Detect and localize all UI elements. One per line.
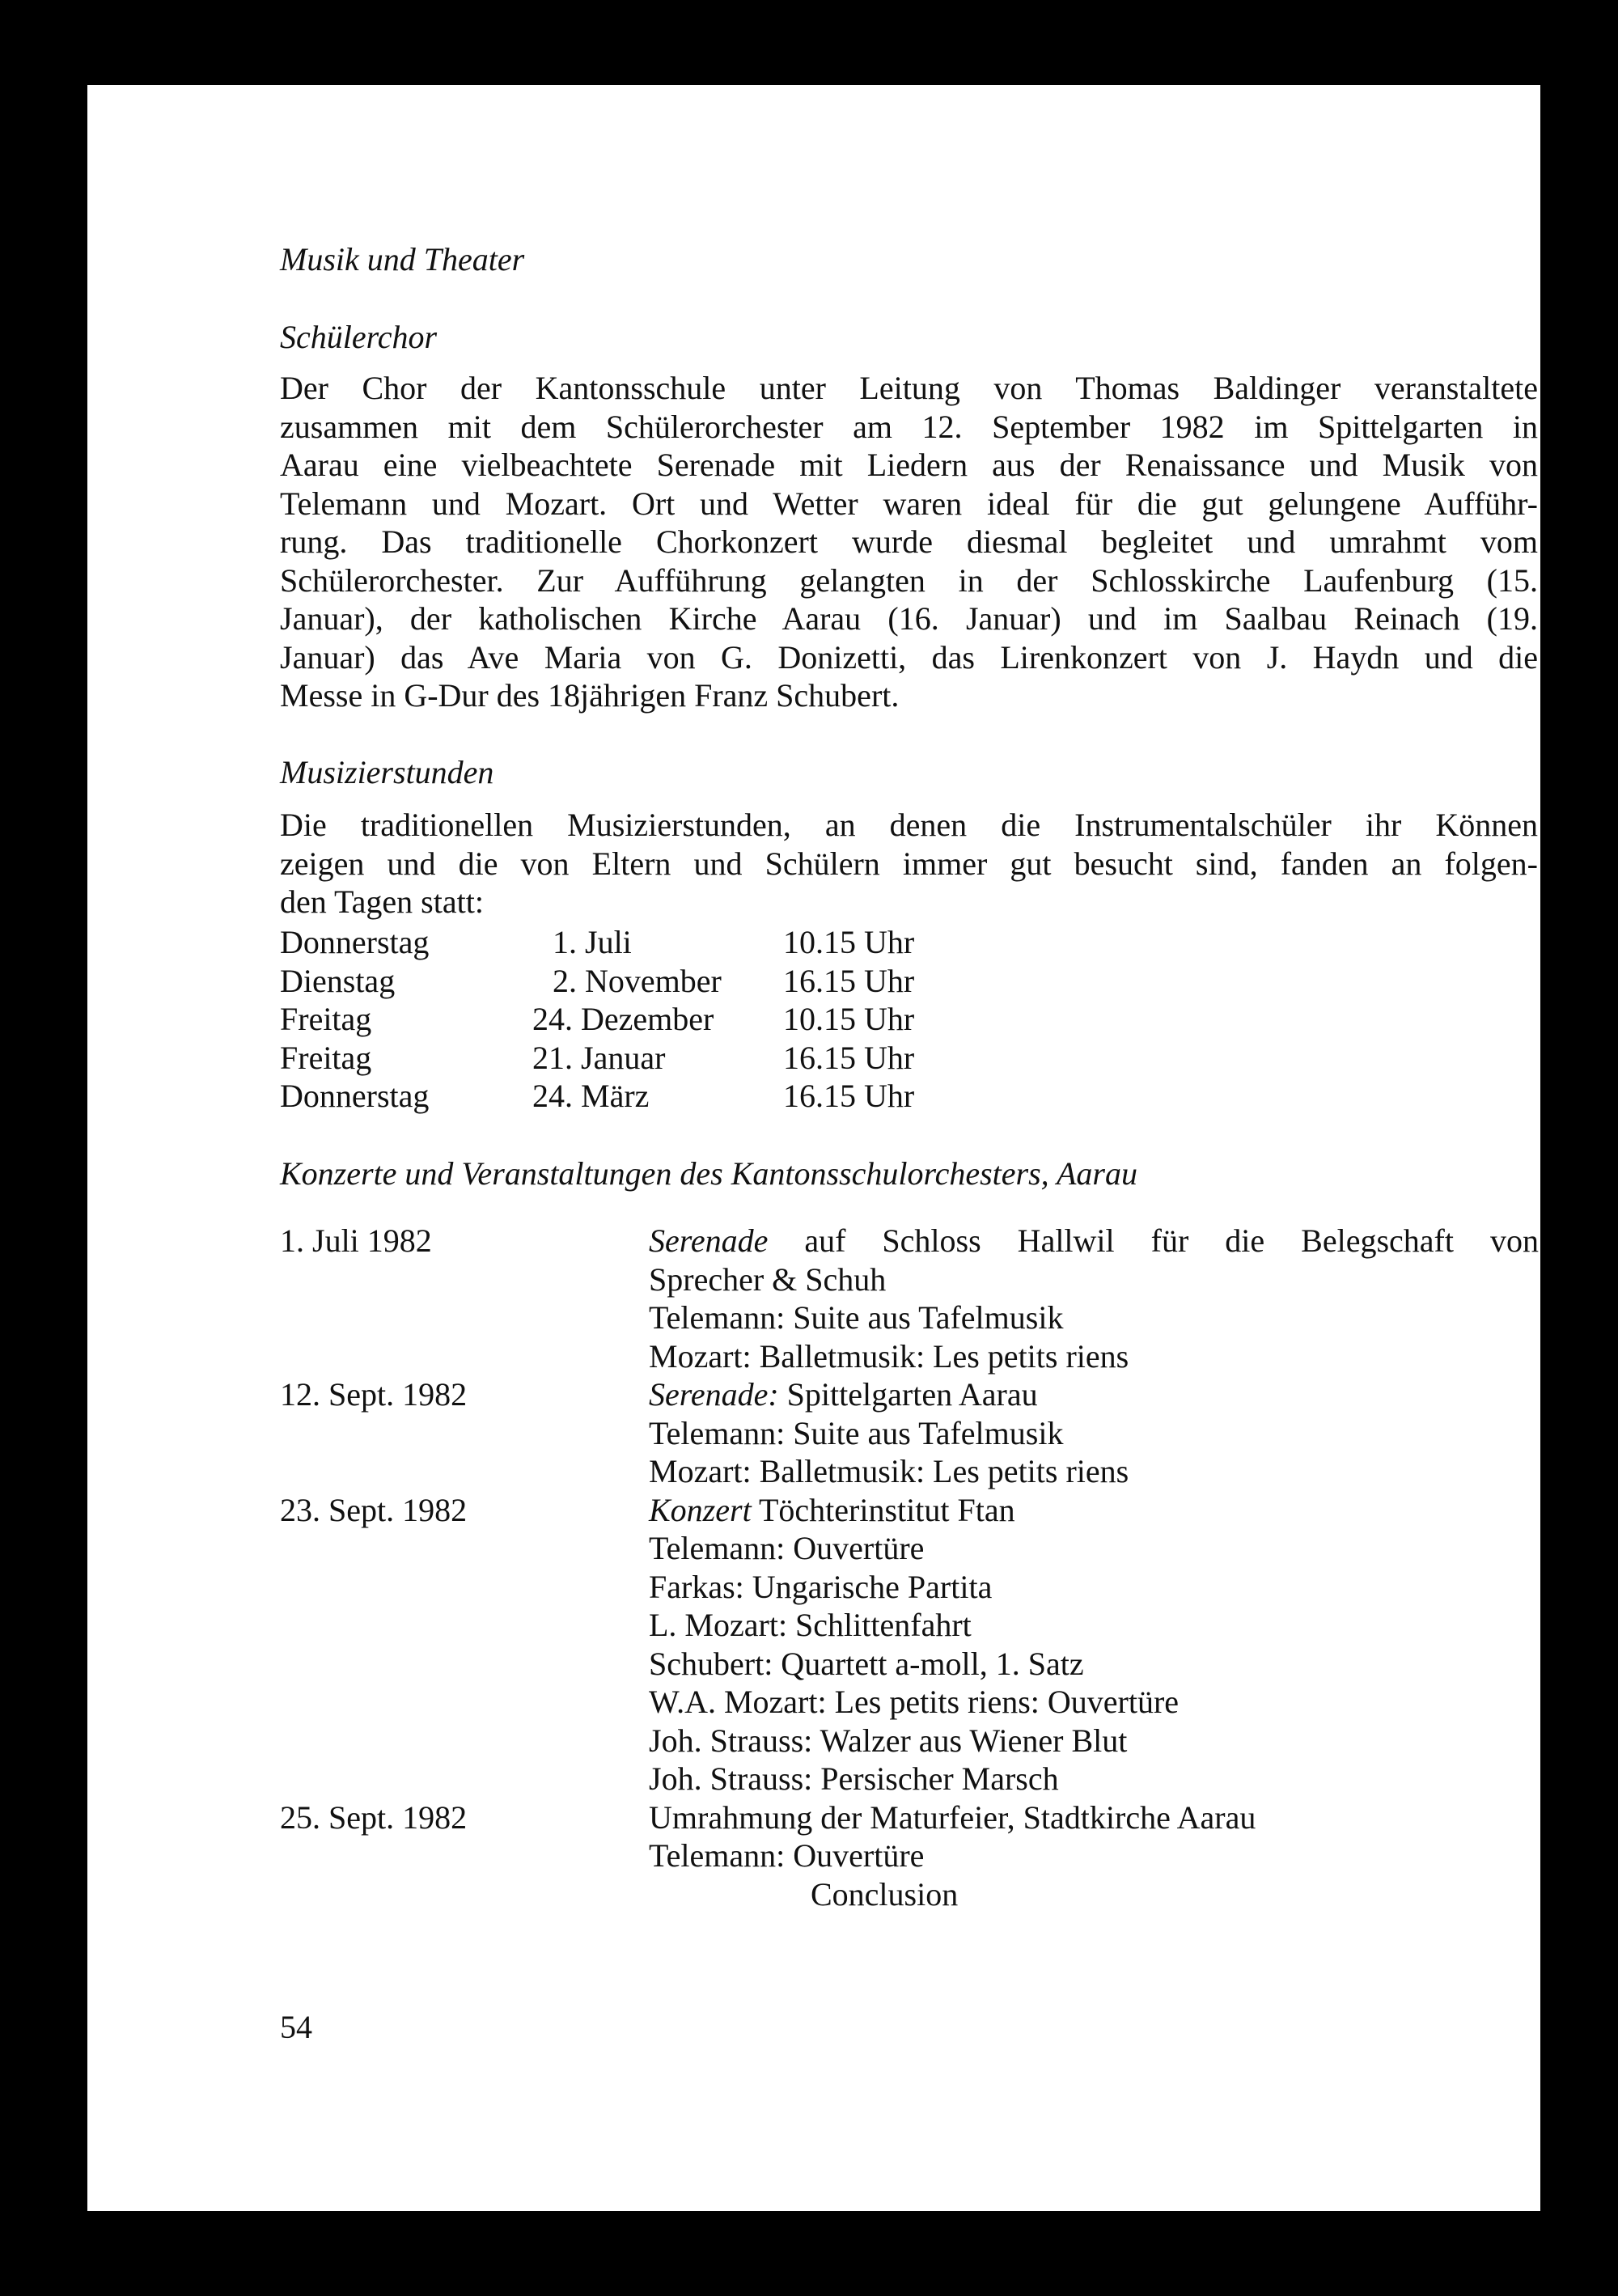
page-number: 54 bbox=[280, 2009, 312, 2045]
paragraph-line: Aarau eine vielbeachtete Serenade mit Liedern aus der Renaissance und Musik von bbox=[280, 447, 1538, 483]
choir-paragraph bbox=[280, 369, 1538, 715]
schedule-row bbox=[280, 923, 1170, 962]
event-line: Telemann: Ouvertüre bbox=[649, 1530, 925, 1566]
schedule-row bbox=[280, 962, 1170, 1001]
schedule-table bbox=[280, 923, 1170, 1116]
schedule-day: Donnerstag bbox=[280, 924, 430, 960]
event-line: Joh. Strauss: Persischer Marsch bbox=[649, 1760, 1059, 1797]
event-title: Konzert bbox=[649, 1491, 752, 1528]
event-line: Joh. Strauss: Walzer aus Wiener Blut bbox=[649, 1722, 1128, 1759]
music-hours-paragraph bbox=[280, 806, 1538, 921]
event-title-rest: auf Schloss Hallwil für die Belegschaft von bbox=[768, 1222, 1539, 1259]
music-hours-heading: Musizierstunden bbox=[280, 754, 494, 790]
paragraph-line: Der Chor der Kantonsschule unter Leitung von Thomas Baldinger veranstaltete bbox=[280, 370, 1538, 406]
event-title-rest: Töchterinstitut Ftan bbox=[751, 1491, 1015, 1528]
paragraph-line: den Tagen statt: bbox=[280, 883, 484, 920]
schedule-time: 16.15 Uhr bbox=[783, 962, 915, 999]
paragraph-line: Januar) das Ave Maria von G. Donizetti, das Lirenkonzert von J. Haydn und die bbox=[280, 638, 1538, 676]
event-title-rest: Umrahmung der Maturfeier, Stadtkirche Aarau bbox=[649, 1798, 1256, 1836]
schedule-time: 10.15 Uhr bbox=[783, 1001, 915, 1037]
paragraph-line: Telemann und Mozart. Ort und Wetter waren ideal für die gut gelungene Aufführ- bbox=[280, 485, 1538, 522]
paragraph-line: Januar), der katholischen Kirche Aarau (16. Januar) und im Saalbau Reinach (19. bbox=[280, 600, 1538, 637]
paragraph-line: rung. Das traditionelle Chorkonzert wurde diesmal begleitet und umrahmt vom bbox=[280, 523, 1538, 560]
schedule-date: 24. März bbox=[532, 1078, 650, 1114]
paragraph-line: zusammen mit dem Schülerorchester am 12. September 1982 im Spittelgarten in bbox=[280, 408, 1538, 445]
paragraph-line: Die traditionellen Musizierstunden, an denen die Instrumentalschüler ihr Können bbox=[280, 807, 1538, 843]
event-line: Telemann: Ouvertüre bbox=[649, 1837, 925, 1874]
concert-event bbox=[280, 1491, 1538, 1798]
event-line: W.A. Mozart: Les petits riens: Ouvertüre bbox=[649, 1684, 1180, 1720]
event-line: Farkas: Ungarische Partita bbox=[649, 1568, 993, 1605]
event-line: L. Mozart: Schlittenfahrt bbox=[649, 1607, 972, 1643]
concerts-heading: Konzerte und Veranstaltungen des Kantonsschulorchesters, Aarau bbox=[280, 1155, 1137, 1192]
event-line-indented: Conclusion bbox=[811, 1875, 959, 1913]
event-date: 12. Sept. 1982 bbox=[280, 1376, 468, 1413]
event-date: 23. Sept. 1982 bbox=[280, 1491, 468, 1528]
event-date: 25. Sept. 1982 bbox=[280, 1798, 468, 1836]
event-title: Serenade: bbox=[649, 1376, 779, 1413]
paragraph-line: Schülerorchester. Zur Aufführung gelangten in der Schlosskirche Laufenburg (15. bbox=[280, 561, 1538, 599]
schedule-day: Freitag bbox=[280, 1001, 372, 1037]
event-line: Schubert: Quartett a-moll, 1. Satz bbox=[649, 1645, 1084, 1682]
document-page bbox=[87, 85, 1540, 2211]
schedule-time: 16.15 Uhr bbox=[783, 1078, 915, 1114]
section-title: Musik und Theater bbox=[280, 241, 525, 277]
event-title-line bbox=[649, 1491, 1539, 1530]
schedule-row bbox=[280, 1077, 1170, 1116]
event-line: Mozart: Balletmusik: Les petits riens bbox=[649, 1337, 1129, 1375]
schedule-time: 16.15 Uhr bbox=[783, 1039, 915, 1076]
schedule-day: Freitag bbox=[280, 1039, 372, 1076]
event-title-line bbox=[649, 1798, 1539, 1837]
schedule-date: 1. Juli bbox=[553, 924, 632, 960]
event-line: Mozart: Balletmusik: Les petits riens bbox=[649, 1453, 1129, 1489]
concert-event bbox=[280, 1375, 1538, 1491]
event-date: 1. Juli 1982 bbox=[280, 1222, 432, 1259]
event-line: Telemann: Suite aus Tafelmusik bbox=[649, 1414, 1064, 1451]
concert-list bbox=[280, 1222, 1538, 1913]
event-title: Serenade bbox=[649, 1222, 769, 1259]
schedule-row bbox=[280, 1000, 1170, 1039]
event-line: Sprecher & Schuh bbox=[649, 1260, 887, 1298]
schedule-day: Donnerstag bbox=[280, 1078, 430, 1114]
event-line: Telemann: Suite aus Tafelmusik bbox=[649, 1299, 1064, 1336]
event-title-rest: Spittelgarten Aarau bbox=[778, 1376, 1038, 1413]
event-title-line bbox=[649, 1375, 1539, 1414]
schedule-day: Dienstag bbox=[280, 962, 396, 999]
choir-heading: Schülerchor bbox=[280, 319, 438, 355]
schedule-date: 21. Januar bbox=[532, 1039, 666, 1076]
paragraph-line: zeigen und die von Eltern und Schülern immer gut besucht sind, fanden an folgen- bbox=[280, 845, 1538, 882]
concert-event bbox=[280, 1798, 1538, 1914]
event-title-line bbox=[649, 1222, 1539, 1260]
schedule-time: 10.15 Uhr bbox=[783, 924, 915, 960]
schedule-date: 2. November bbox=[553, 962, 722, 999]
schedule-date: 24. Dezember bbox=[532, 1001, 714, 1037]
concert-event bbox=[280, 1222, 1538, 1375]
paragraph-line: Messe in G-Dur des 18jährigen Franz Schubert. bbox=[280, 677, 900, 714]
schedule-row bbox=[280, 1039, 1170, 1078]
